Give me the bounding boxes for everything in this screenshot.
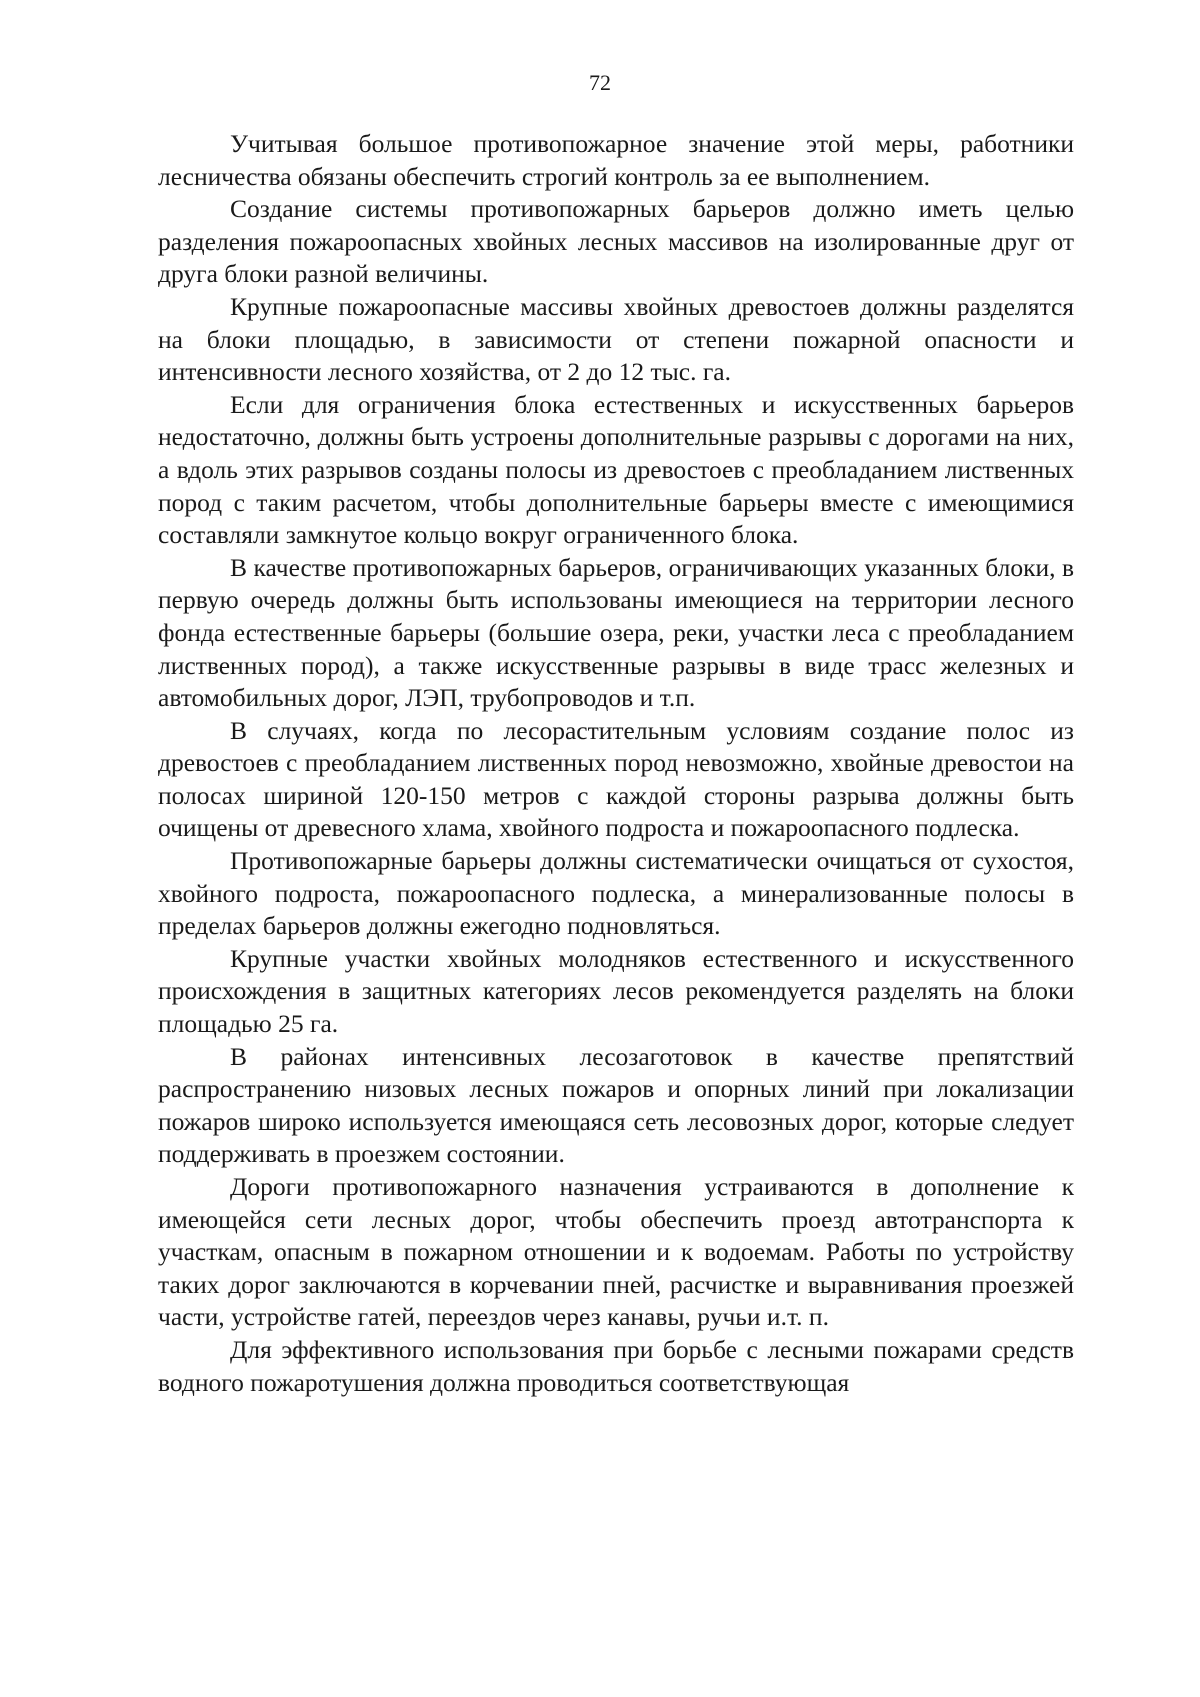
paragraph-11: Для эффективного использования при борьбе с лесными пожарами средств водного пожаротушения должна проводиться соответствующая	[158, 1334, 1074, 1397]
paragraph-1: Учитывая большое противопожарное значение этой меры, работники лесничества обязаны обеспечить строгий контроль за ее выполнением.	[158, 129, 1074, 191]
paragraph-6: В случаях, когда по лесорастительным условиям создание полос из древостоев с преобладанием лиственных пород невозможно, хвойные древостои на полосах шириной 120-150 метров с каждой стороны разрыва должны быть очищены от древесного хлама, хвойного подроста и пожароопасного подлеска.	[158, 715, 1074, 843]
page-number: 72	[589, 70, 611, 95]
paragraph-4: Если для ограничения блока естественных и искусственных барьеров недостаточно, должны быть устроены дополнительные разрывы с дорогами на них, а вдоль этих разрывов созданы полосы из древостоев с преобладанием лиственных пород с таким расчетом, чтобы дополнительные барьеры вместе с имеющимися составляли замкнутое кольцо вокруг ограниченного блока.	[158, 389, 1074, 550]
paragraph-10: Дороги противопожарного назначения устраиваются в дополнение к имеющейся сети лесных дорог, чтобы обеспечить проезд автотранспорта к участкам, опасным в пожарном отношении и к водоемам. Работы по устройству таких дорог заключаются в корчевании пней, расчистке и выравнивания проезжей части, устройстве гатей, переездов через канавы, ручьи и.т. п.	[158, 1172, 1074, 1332]
paragraph-3: Крупные пожароопасные массивы хвойных древостоев должны разделятся на блоки площадью, в зависимости от степени пожарной опасности и интенсивности лесного хозяйства, от 2 до 12 тыс. га.	[158, 291, 1074, 387]
paragraph-8: Крупные участки хвойных молодняков естественного и искусственного происхождения в защитных категориях лесов рекомендуется разделять на блоки площадью 25 га.	[158, 943, 1074, 1039]
paragraph-9: В районах интенсивных лесозаготовок в качестве препятствий распространению низовых лесных пожаров и опорных линий при локализации пожаров широко используется имеющаяся сеть лесовозных дорог, которые следует поддерживать в проезжем состоянии.	[158, 1041, 1074, 1169]
paragraph-5: В качестве противопожарных барьеров, ограничивающих указанных блоки, в первую очередь должны быть использованы имеющиеся на территории лесного фонда естественные барьеры (большие озера, реки, участки леса с преобладанием лиственных пород), а также искусственные разрывы в виде трасс железных и автомобильных дорог, ЛЭП, трубопроводов и т.п.	[158, 552, 1074, 713]
paragraph-7: Противопожарные барьеры должны систематически очищаться от сухостоя, хвойного подроста, пожароопасного подлеска, а минерализованные полосы в пределах барьеров должны ежегодно подновляться.	[158, 846, 1074, 941]
body-text	[158, 128, 1074, 1399]
paragraph-2: Создание системы противопожарных барьеров должно иметь целью разделения пожароопасных хвойных лесных массивов на изолированные друг от друга блоки разной величины.	[158, 194, 1074, 289]
